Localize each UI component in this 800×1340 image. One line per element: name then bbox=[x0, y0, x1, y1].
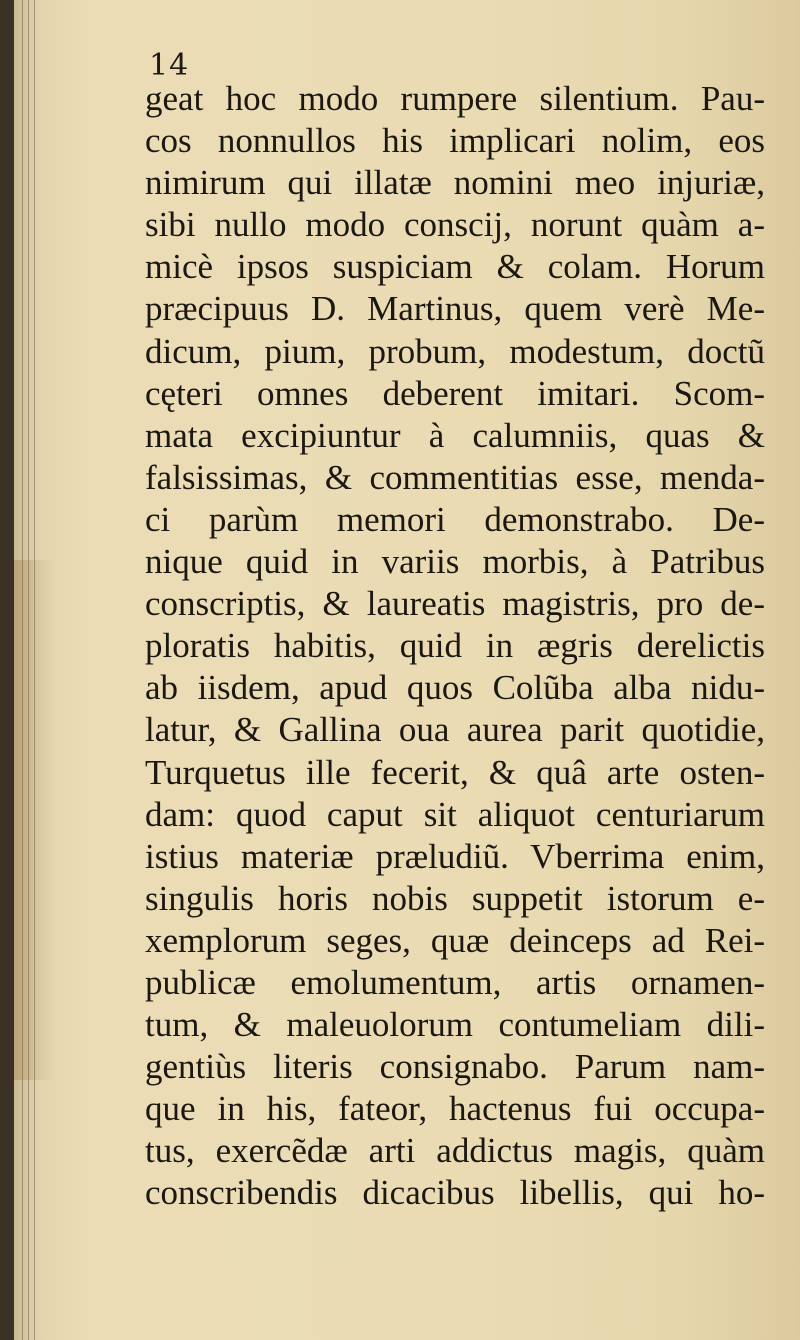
text-line: gentiùs literis consignabo. Parum nam- bbox=[145, 1047, 765, 1087]
text-line: conscribendis dicacibus libellis, qui ho- bbox=[145, 1173, 765, 1213]
text-line: sibi nullo modo conscij, norunt quàm a- bbox=[145, 205, 765, 245]
text-line: conscriptis, & laureatis magistris, pro de- bbox=[145, 584, 765, 624]
text-line: dicum, pium, probum, modestum, doctũ bbox=[145, 331, 765, 371]
page-number: 14 bbox=[149, 48, 190, 83]
text-line: nimirum qui illatæ nomini meo injuriæ, bbox=[145, 163, 765, 203]
text-line: cos nonnullos his implicari nolim, eos bbox=[145, 121, 765, 161]
text-line: nique quid in variis morbis, à Patribus bbox=[145, 542, 765, 582]
text-line: que in his, fateor, hactenus fui occupa- bbox=[145, 1089, 765, 1129]
text-line: xemplorum seges, quæ deinceps ad Rei- bbox=[145, 920, 765, 960]
text-line: tum, & maleuolorum contumeliam dili- bbox=[145, 1005, 765, 1045]
text-line: ab iisdem, apud quos Colũba alba nidu- bbox=[145, 668, 765, 708]
text-line: singulis horis nobis suppetit istorum e- bbox=[145, 878, 765, 918]
text-line: geat hoc modo rumpere silentium. Pau- bbox=[145, 79, 765, 118]
text-line: ploratis habitis, quid in ægris derelictis bbox=[145, 626, 765, 666]
text-line: micè ipsos suspiciam & colam. Horum bbox=[145, 247, 765, 287]
text-line: cęteri omnes deberent imitari. Scom- bbox=[145, 373, 765, 413]
text-line: ci parùm memori demonstrabo. De- bbox=[145, 499, 765, 539]
text-line: Turquetus ille fecerit, & quâ arte osten- bbox=[145, 752, 765, 792]
water-stain bbox=[14, 560, 54, 1080]
text-line: falsissimas, & commentitias esse, menda- bbox=[145, 457, 765, 497]
text-line: tus, exercẽdæ arti addictus magis, quàm bbox=[145, 1131, 765, 1171]
text-line: istius materiæ præludiũ. Vberrima enim, bbox=[145, 836, 765, 876]
text-line: mata excipiuntur à calumniis, quas & bbox=[145, 415, 765, 455]
text-block bbox=[145, 78, 765, 1215]
book-page bbox=[14, 0, 800, 1340]
text-line: dam: quod caput sit aliquot centuriarum bbox=[145, 794, 765, 834]
text-line: latur, & Gallina oua aurea parit quotidie, bbox=[145, 710, 765, 750]
text-line: præcipuus D. Martinus, quem verè Me- bbox=[145, 289, 765, 329]
text-line: publicæ emolumentum, artis ornamen- bbox=[145, 962, 765, 1002]
